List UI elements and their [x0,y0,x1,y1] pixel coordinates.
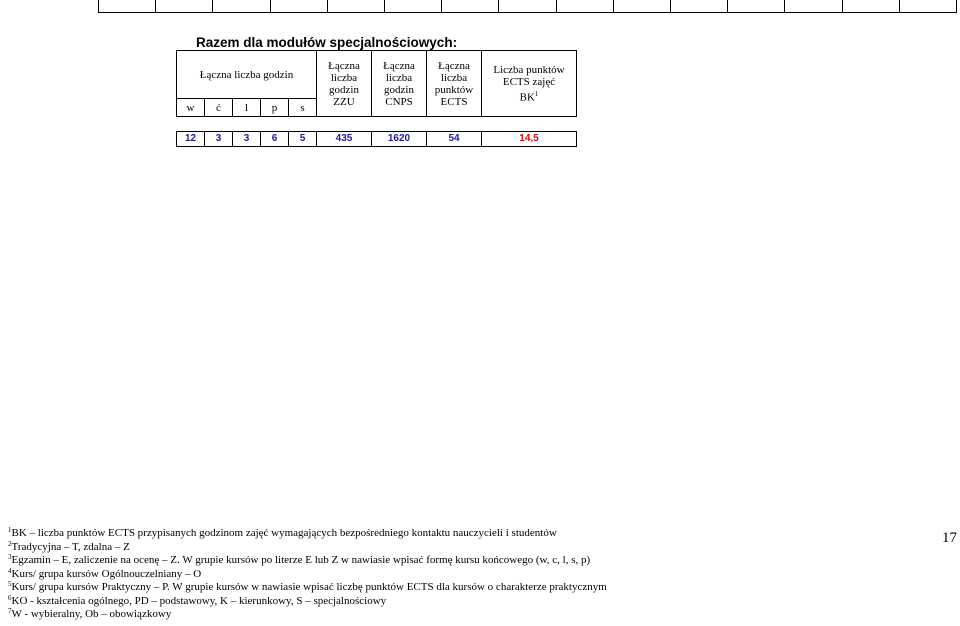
strip-cell [99,0,156,13]
value-l: 3 [233,132,261,147]
value-p: 6 [261,132,289,147]
footnote-2: $^2$Tradycyjna – T, zdalna – Z [8,539,130,553]
strip-cell [557,0,614,13]
header-cnps: Łączna liczba godzin CNPS [372,51,427,117]
value-c: 3 [205,132,233,147]
footnote-6: $^6$KO - kształcenia ogólnego, PD – podstawowy, K – kierunkowy, S – specjalnościowy [8,593,387,607]
strip-cell [900,0,957,13]
letter-p: p [261,99,289,117]
strip-cell [671,0,728,13]
strip-cell [614,0,671,13]
strip-cell [156,0,213,13]
value-cnps: 1620 [372,132,427,147]
value-w: 12 [177,132,205,147]
strip-cell [843,0,900,13]
value-ects: 54 [427,132,482,147]
strip-cell [213,0,270,13]
strip-cell [328,0,385,13]
strip-cell [442,0,499,13]
footnote-4: $^4$Kurs/ grupa kursów Ogólnouczelniany – O [8,566,202,580]
value-zzu: 435 [317,132,372,147]
value-s: 5 [289,132,317,147]
footnote-5: $^5$Kurs/ grupa kursów Praktyczny – P. W grupie kursów w nawiasie wpisać liczbę punktów ECTS dla kursów o charakterze praktycznym [8,580,607,593]
strip-cell [728,0,785,13]
strip-cell [785,0,842,13]
footnote-3: $^3$Egzamin – E, zaliczenie na ocenę – Z. W grupie kursów po literze E lub Z w nawiasie wpisać formę kursu końcowego (w, c, l, s, p) [8,553,591,566]
header-total-hours: Łączna liczba godzin [177,51,317,99]
header-zzu: Łączna liczba godzin ZZU [317,51,372,117]
letter-s: s [289,99,317,117]
summary-table [176,50,577,147]
footnote-7: $^7$W - wybieralny, Ob – obowiązkowy [8,607,172,620]
page-number: 17 [942,530,957,546]
strip-cell [271,0,328,13]
letter-l: l [233,99,261,117]
strip-cell [385,0,442,13]
value-bk: 14,5 [482,132,577,147]
top-table-strip [98,0,957,13]
footnote-1: $^1$BK – liczba punktów ECTS przypisanych godzinom zajęć wymagających bezpośredniego kontaktu nauczycieli i studentów [8,526,557,539]
letter-c: ć [205,99,233,117]
section-heading: Razem dla modułów specjalnościowych: [196,35,458,50]
header-ects: Łączna liczba punktów ECTS [427,51,482,117]
footnotes [8,527,908,622]
strip-cell [499,0,556,13]
letter-w: w [177,99,205,117]
header-bk: Liczba punktów ECTS zajęć $BK^1$ [482,51,577,117]
